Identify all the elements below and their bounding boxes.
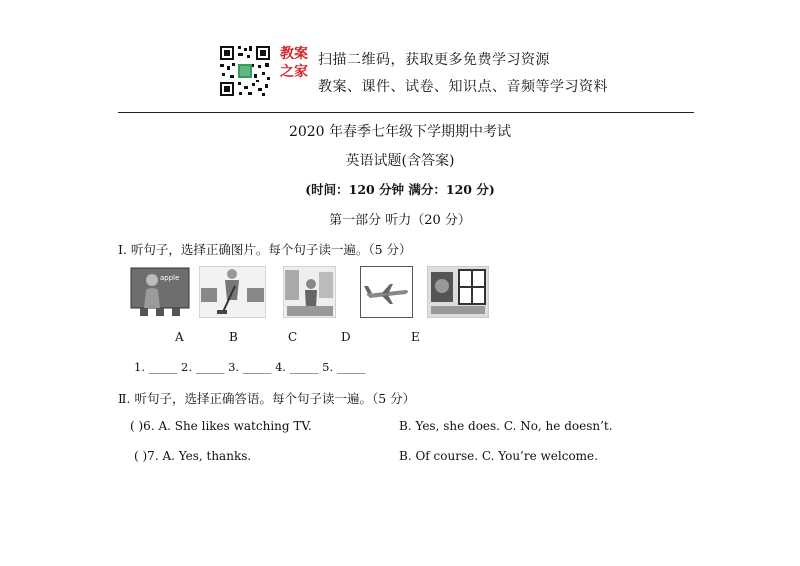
promo-line-1: 扫描二维码，获取更多免费学习资源 xyxy=(318,52,550,68)
picture-e xyxy=(427,266,489,318)
logo-text-bottom: 之家 xyxy=(280,64,308,80)
question-6-options-bc: B. Yes, she does. C. No, he doesn’t. xyxy=(399,419,613,433)
picture-letter-c: C xyxy=(288,330,298,344)
picture-letter-d: D xyxy=(341,330,351,344)
question-7-options-bc: B. Of course. C. You’re welcome. xyxy=(399,449,598,463)
picture-letter-b: B xyxy=(229,330,238,344)
promo-line-2: 教案、课件、试卷、知识点、音频等学习资料 xyxy=(318,79,608,95)
section-2-heading: Ⅱ. 听句子，选择正确答语。每个句子读一遍。（5 分） xyxy=(118,391,416,406)
exam-subtitle: 英语试题(含答案) xyxy=(345,153,455,169)
header-divider xyxy=(118,112,694,113)
picture-b xyxy=(199,266,266,318)
question-6-option-a: ( )6. A. She likes watching TV. xyxy=(130,419,312,433)
exam-meta: (时间：120 分钟 满分：120 分) xyxy=(305,182,495,197)
picture-a-word: apple xyxy=(160,274,180,282)
answer-blanks-1-5: 1. _____ 2. _____ 3. _____ 4. _____ 5. _____ xyxy=(134,360,366,374)
picture-a xyxy=(130,266,190,318)
section-1-heading: Ⅰ. 听句子，选择正确图片。每个句子读一遍。（5 分） xyxy=(118,242,412,257)
picture-c xyxy=(283,266,336,318)
picture-letter-a: A xyxy=(175,330,184,344)
part-heading: 第一部分 听力（20 分） xyxy=(329,213,471,228)
qr-code xyxy=(218,44,272,98)
brand-logo xyxy=(276,46,312,96)
picture-d xyxy=(360,266,413,318)
picture-letter-e: E xyxy=(411,330,420,344)
question-7-option-a: ( )7. A. Yes, thanks. xyxy=(134,449,252,463)
exam-title: 2020 年春季七年级下学期期中考试 xyxy=(288,124,512,140)
logo-text-top: 教案 xyxy=(280,46,308,62)
